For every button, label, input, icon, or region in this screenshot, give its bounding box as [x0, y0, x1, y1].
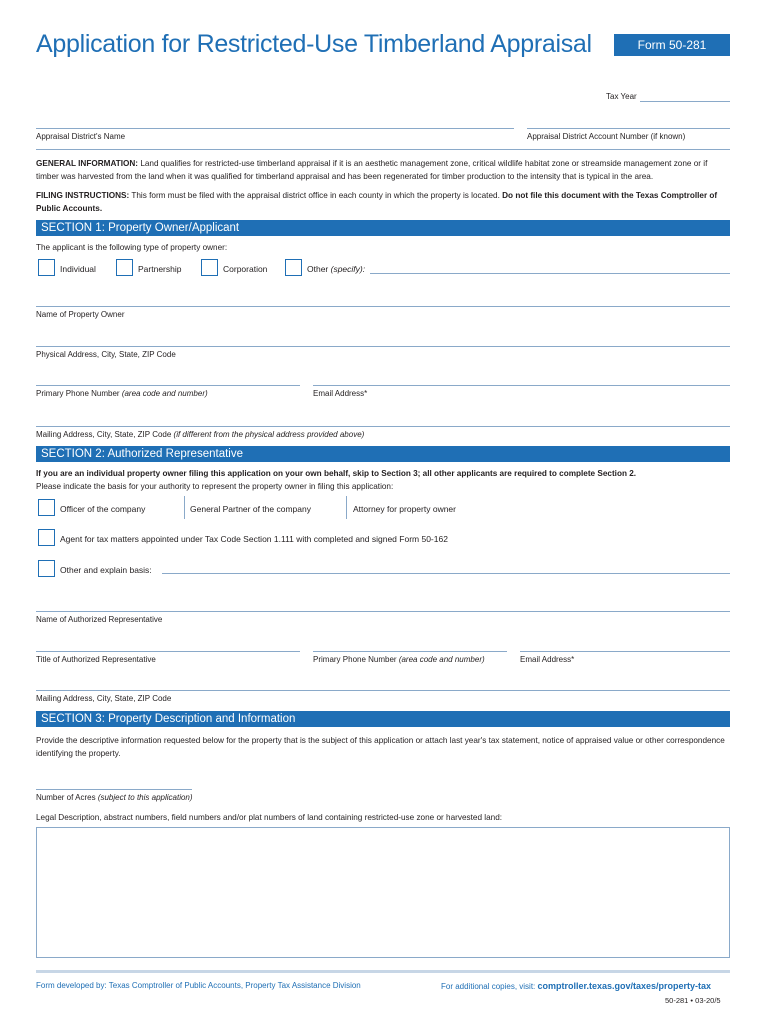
general-partner-label: General Partner of the company — [190, 504, 311, 514]
physical-address-field[interactable] — [36, 346, 730, 347]
physical-address-label: Physical Address, City, State, ZIP Code — [36, 350, 176, 359]
owner-type-intro: The applicant is the following type of property owner: — [36, 243, 228, 252]
representative-name-field[interactable] — [36, 611, 730, 612]
section-3-header: SECTION 3: Property Description and Information — [36, 711, 730, 727]
representative-title-field[interactable] — [36, 651, 300, 652]
owner-phone-label: Primary Phone Number (area code and number) — [36, 389, 208, 398]
officer-checkbox[interactable] — [38, 499, 55, 516]
other-owner-label: Other (specify): — [307, 264, 366, 274]
individual-checkbox[interactable] — [38, 259, 55, 276]
representative-mailing-address-label: Mailing Address, City, State, ZIP Code — [36, 694, 172, 703]
form-number-badge: Form 50-281 — [614, 34, 730, 56]
other-basis-explain-field[interactable] — [162, 573, 730, 574]
footer-form-code: 50-281 • 03-20/5 — [665, 996, 721, 1005]
general-information: GENERAL INFORMATION: Land qualifies for restricted-use timberland appraisal if it is an aesthetic management zone, critical wildlife habitat zone or streamside management zone or if timber was harvested from the land when it was qualified for timberland appraisal and has been regenerated for timber production to the intensity that is typical in the area. — [36, 159, 708, 181]
representative-email-field[interactable] — [520, 651, 730, 652]
officer-label: Officer of the company — [60, 504, 146, 514]
attorney-label: Attorney for property owner — [353, 504, 456, 514]
representative-name-label: Name of Authorized Representative — [36, 615, 163, 624]
option-divider — [184, 496, 185, 519]
appraisal-district-name-field[interactable] — [36, 128, 514, 129]
legal-description-label: Legal Description, abstract numbers, field numbers and/or plat numbers of land containing restricted-use zone or harvested land: — [36, 813, 503, 822]
appraisal-district-account-field[interactable] — [527, 128, 730, 129]
owner-name-field[interactable] — [36, 306, 730, 307]
representative-phone-field[interactable] — [313, 651, 507, 652]
legal-description-textarea[interactable] — [36, 827, 730, 958]
owner-name-label: Name of Property Owner — [36, 310, 125, 319]
filing-instructions: FILING INSTRUCTIONS: This form must be filed with the appraisal district office in each county in which the property is located. Do not file this document with the Texas Comptroller of Public Accounts. — [36, 191, 718, 213]
owner-phone-field[interactable] — [36, 385, 300, 386]
section-1-header: SECTION 1: Property Owner/Applicant — [36, 220, 730, 236]
owner-email-label: Email Address* — [313, 389, 368, 398]
owner-mailing-address-field[interactable] — [36, 426, 730, 427]
section-2-basis-instruction: Please indicate the basis for your authority to represent the property owner in filing this application: — [36, 482, 394, 491]
representative-email-label: Email Address* — [520, 655, 575, 664]
owner-email-field[interactable] — [313, 385, 730, 386]
option-divider — [346, 496, 347, 519]
tax-year-label: Tax Year — [606, 92, 637, 101]
footer-copies: For additional copies, visit: comptroller.texas.gov/taxes/property-tax — [441, 981, 712, 991]
other-owner-checkbox[interactable] — [285, 259, 302, 276]
other-owner-specify-field[interactable] — [370, 273, 730, 274]
partnership-label: Partnership — [138, 264, 182, 274]
section-2-skip-instruction: If you are an individual property owner filing this application on your own behalf, skip to Section 3; all other applicants are required to complete Section 2. — [36, 469, 637, 478]
page-title: Application for Restricted-Use Timberland Appraisal — [36, 30, 592, 58]
individual-label: Individual — [60, 264, 96, 274]
section-2-header: SECTION 2: Authorized Representative — [36, 446, 730, 462]
footer-divider — [36, 970, 730, 973]
agent-label: Agent for tax matters appointed under Tax Code Section 1.111 with completed and signed Form 50-162 — [60, 534, 448, 544]
corporation-label: Corporation — [223, 264, 268, 274]
appraisal-district-account-label: Appraisal District Account Number (if known) — [527, 132, 686, 141]
section-3-intro: Provide the descriptive information requested below for the property that is the subject of this application or attach last year's tax statement, notice of appraised value or other correspondence identifying the property. — [36, 736, 725, 758]
other-basis-checkbox[interactable] — [38, 560, 55, 577]
appraisal-district-name-label: Appraisal District's Name — [36, 132, 126, 141]
comptroller-link[interactable]: comptroller.texas.gov/taxes/property-tax — [537, 981, 712, 991]
owner-mailing-address-label: Mailing Address, City, State, ZIP Code (if different from the physical address provided above) — [36, 430, 365, 439]
corporation-checkbox[interactable] — [201, 259, 218, 276]
other-basis-label: Other and explain basis: — [60, 565, 152, 575]
acres-label: Number of Acres (subject to this application) — [36, 793, 193, 802]
representative-title-label: Title of Authorized Representative — [36, 655, 156, 664]
representative-mailing-address-field[interactable] — [36, 690, 730, 691]
tax-year-field[interactable] — [640, 101, 730, 102]
footer-developed-by: Form developed by: Texas Comptroller of Public Accounts, Property Tax Assistance Division — [36, 981, 361, 990]
representative-phone-label: Primary Phone Number (area code and number) — [313, 655, 485, 664]
agent-checkbox[interactable] — [38, 529, 55, 546]
divider — [36, 149, 730, 150]
partnership-checkbox[interactable] — [116, 259, 133, 276]
acres-field[interactable] — [36, 789, 192, 790]
